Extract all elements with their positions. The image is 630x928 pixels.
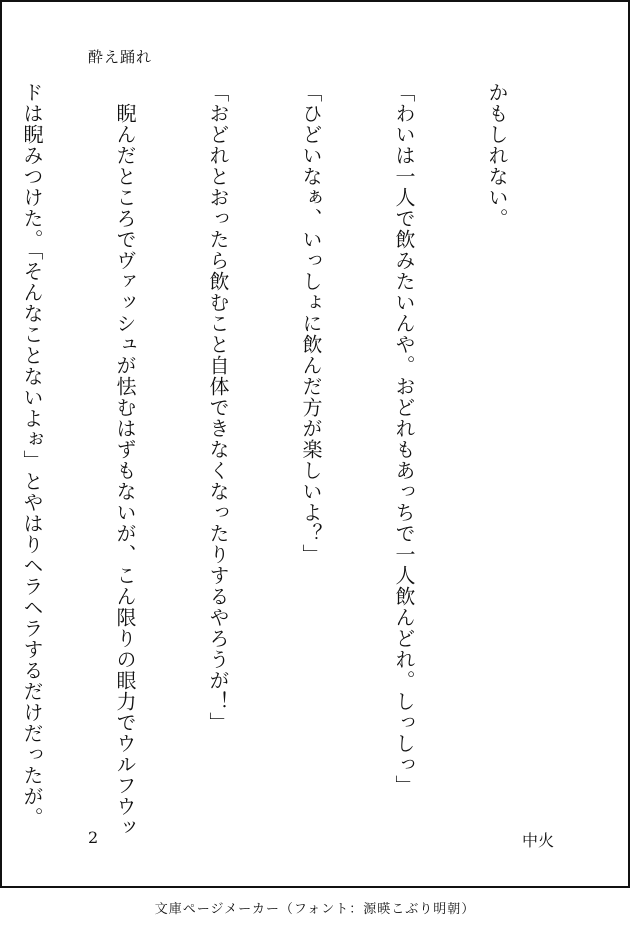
- running-title: 酔え踊れ: [88, 48, 153, 66]
- footer-credit: 文庫ページメーカー（フォント：源暎こぶり明朝）: [154, 902, 476, 917]
- text-line: 「ひどいなぁ、いっしょに飲んだ方が楽しいよ？」: [299, 82, 323, 565]
- page-number: 2: [88, 828, 99, 847]
- text-line: ドは睨みつけた。「そんなことないよぉ」とやはりヘラヘラするだけだったが。: [20, 82, 44, 828]
- text-line: 「おどれとおったら飲むこと自体できなくなったりするやろうが！」: [206, 82, 230, 733]
- text-line: かもしれない。: [485, 82, 509, 229]
- text-line: 睨んだところでヴァッシュが怯むはずもないが、こん限りの眼力でウルフウッ: [113, 82, 137, 838]
- text-line: 「わいは一人で飲みたいんや。おどれもあっちで一人飲んどれ。しっしっ」: [392, 82, 416, 796]
- author-name: 中火: [522, 831, 555, 850]
- vertical-body-text: [20, 82, 574, 838]
